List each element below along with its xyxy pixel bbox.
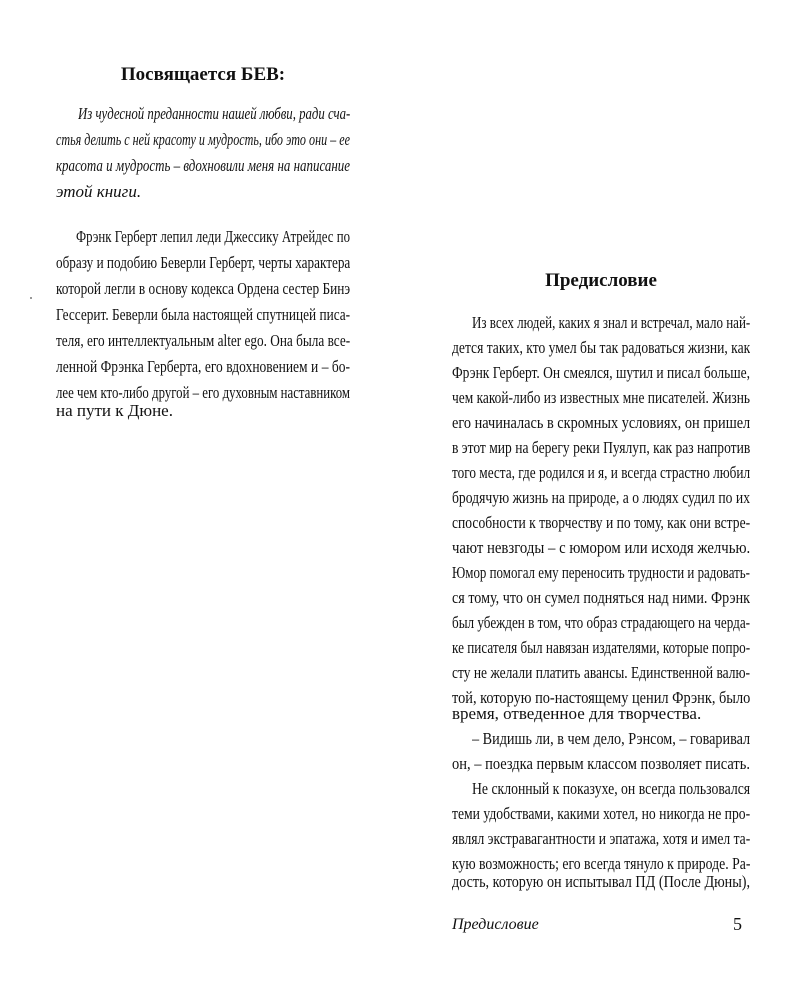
body-line: являл экстравагантности и эпатажа, хотя и имел та- [452,829,750,848]
body-line: Фрэнк Герберт лепил леди Джессику Атрейдес по [76,227,350,246]
body-line: он, – поездка первым классом позволяет писать. [452,754,750,773]
epigraph-line: стья делить с ней красоту и мудрость, ибо это они – ее [56,130,351,149]
body-line: бродячую жизнь на природе, а о людях судил по их [452,488,751,507]
body-line: образу и подобию Беверли Герберт, черты характера [56,253,350,272]
body-line: дется таких, кто умел бы так радоваться жизни, как [452,338,750,357]
right-page [400,0,800,1000]
body-line: той, которую по-настоящему ценил Фрэнк, было [452,688,751,707]
body-line: теля, его интеллектуальным alter ego. Она была все- [56,331,350,350]
preface-heading: Предисловие [545,270,657,291]
body-line: в этот мир на берегу реки Пуялуп, как раз напротив [452,438,751,457]
page-number: 5 [733,914,742,934]
body-line: ся тому, что он сумел подняться над ними. Фрэнк [452,588,751,607]
body-line: ленной Фрэнка Герберта, его вдохновением и – бо- [56,357,351,376]
body-line: кую возможность; его всегда тянуло к природе. Ра- [452,854,751,873]
body-line: Гессерит. Беверли была настоящей спутницей писа- [56,305,350,324]
epigraph-line: Из чудесной преданности нашей любви, ради сча- [78,104,351,123]
body-line: – Видишь ли, в чем дело, Рэнсом, – говаривал [472,729,750,748]
body-line: лее чем кто-либо другой – его духовным наставником [56,383,350,402]
body-line: Юмор помогал ему переносить трудности и радовать- [452,563,750,582]
body-line: дость, которую он испытывал ПД (После Дюны), [452,872,750,891]
margin-dot [30,297,32,299]
body-line: которой легли в основу кодекса Ордена сестер Бинэ [56,279,350,298]
body-line: теми удобствами, какими хотел, но никогда не про- [452,804,750,823]
epigraph-line: красота и мудрость – вдохновили меня на написание [56,156,351,175]
body-line: Не склонный к показухе, он всегда пользовался [472,779,750,798]
body-line: чем какой-либо из известных мне писателей. Жизнь [452,388,751,407]
body-line: Фрэнк Герберт. Он смеялся, шутил и писал больше, [452,363,751,382]
body-line: чают невзгоды – с юмором или исходя желчью. [452,538,750,557]
dedication-heading: Посвящается БЕВ: [120,64,286,85]
body-line: ке писателя был навязан издателями, которые попро- [452,638,750,657]
body-line: способности к творчеству и по тому, как они встре- [452,513,750,532]
body-line: того места, где родился и я, и всегда страстно любил [452,463,750,482]
body-line: на пути к Дюне. [56,401,173,420]
body-line: время, отведенное для творчества. [452,704,702,723]
body-line: был убежден в том, что образ страдающего на черда- [452,613,750,632]
epigraph-line: этой книги. [56,182,142,201]
running-title: Предисловие [452,916,539,933]
body-line: сту не желали платить авансы. Единственной валю- [452,663,751,682]
body-line: его начиналась в скромных условиях, он пришел [452,413,750,432]
body-line: Из всех людей, каких я знал и встречал, мало най- [472,313,750,332]
